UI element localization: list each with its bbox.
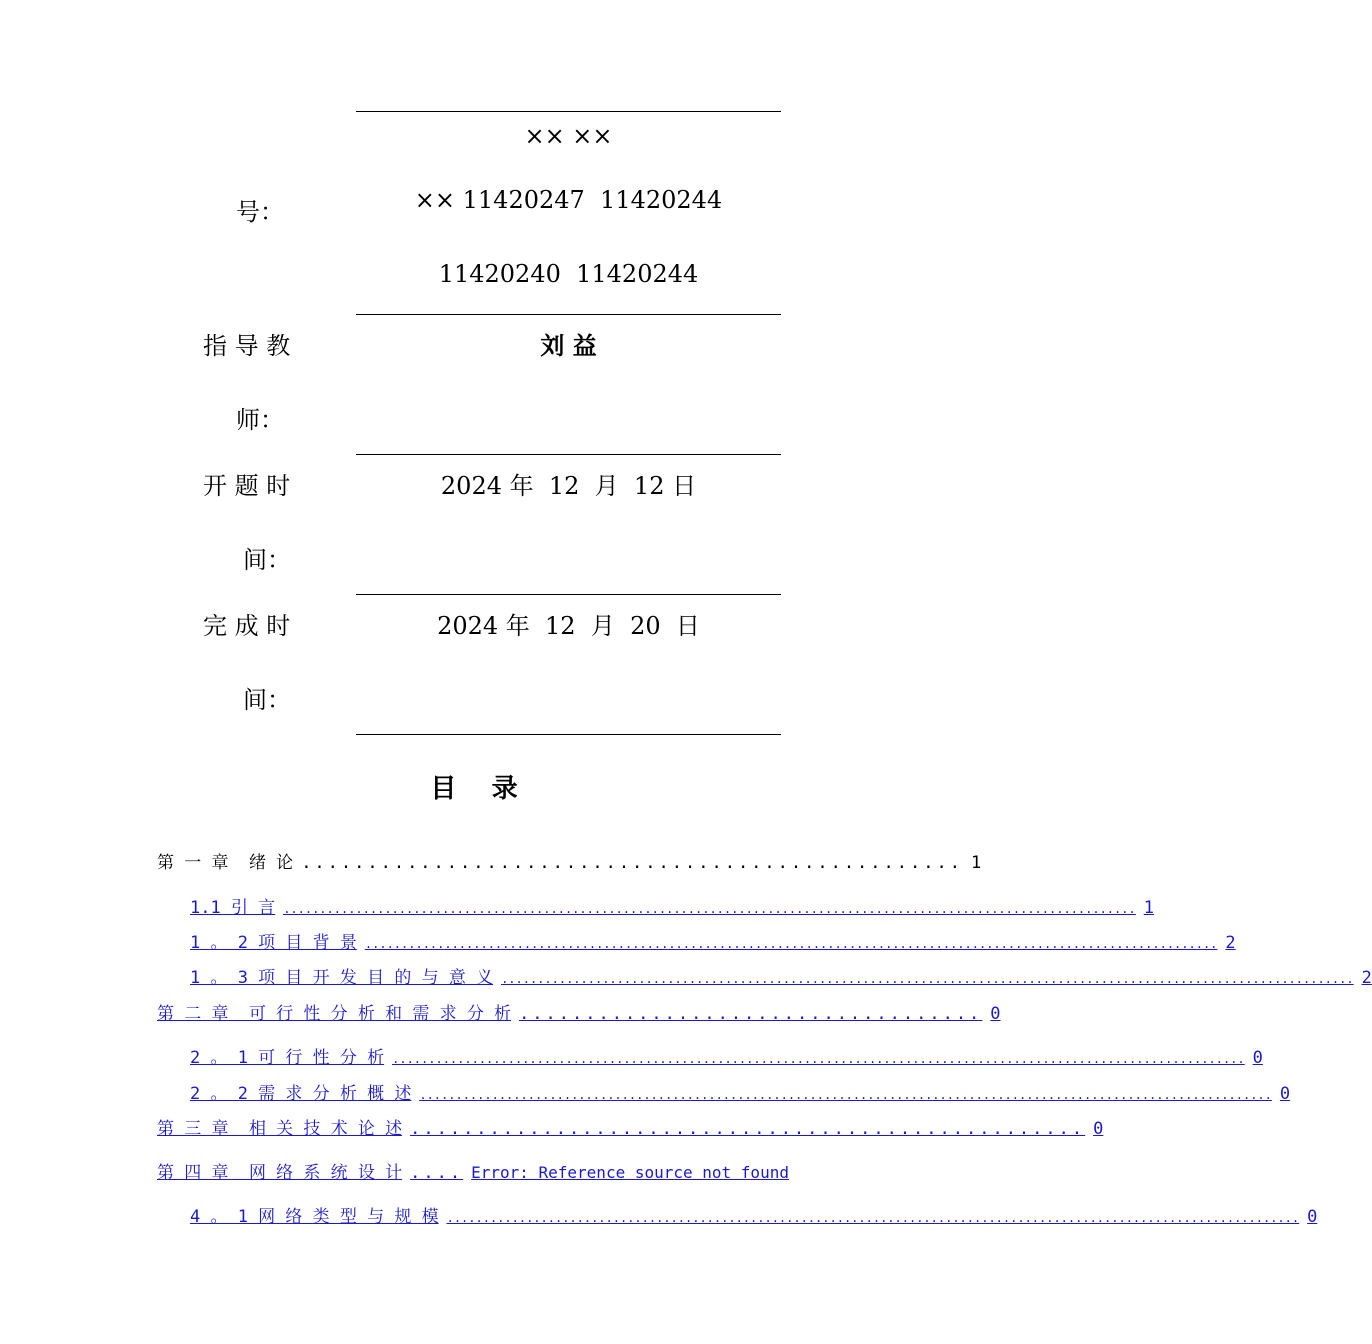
- cover-rule-advisor: [356, 314, 781, 315]
- toc-entry-leader: ...................................................: [410, 1119, 1086, 1139]
- toc-entry-error-reference: Error: Reference source not found: [471, 1163, 789, 1182]
- toc-entry-page: 2: [1225, 933, 1236, 953]
- toc-entry-page: 0: [990, 1004, 1001, 1024]
- toc-entry-page: 0: [1307, 1207, 1318, 1227]
- toc-entry-leader: ......................................................................................................................: [501, 972, 1354, 986]
- toc-entry-leader: ...................................: [519, 1004, 983, 1024]
- toc-entry-text: 第 二 章 可 行 性 分 析 和 需 求 分 析: [157, 1004, 512, 1024]
- finish-date-label-line-1: 完 成 时: [203, 612, 291, 640]
- toc-entry-1-3[interactable]: [190, 963, 1372, 988]
- student-id-label: 号：: [236, 198, 284, 226]
- start-date-label-line-1: 开 题 时: [203, 472, 291, 500]
- advisor-name: 刘 益: [540, 331, 597, 360]
- toc-entry-leader: ......................................................................................................................: [446, 1211, 1300, 1225]
- toc-entry-leader: ......................................................................................................................: [283, 902, 1136, 916]
- toc-entry-page: 2: [1361, 968, 1372, 988]
- start-date: 2024 年 12 月 12 日: [440, 472, 697, 500]
- toc-entry-page: 0: [1093, 1119, 1104, 1139]
- toc-entry-1-2[interactable]: [190, 928, 1236, 953]
- toc-entry-text: 2 。 2 需 求 分 析 概 述: [190, 1084, 412, 1104]
- start-date-label-line-2: 间：: [243, 546, 291, 574]
- cover-top-rule: [356, 111, 781, 112]
- student-names: ×× ××: [524, 122, 613, 150]
- toc-entry-page: 0: [1252, 1048, 1263, 1068]
- toc-title: 目 录: [430, 774, 520, 804]
- cover-bottom-rule: [356, 734, 781, 735]
- toc-entry-text: 1 。 3 项 目 开 发 目 的 与 意 义: [190, 968, 494, 988]
- toc-entry-2-2[interactable]: [190, 1079, 1291, 1104]
- toc-entry-leader: ..................................................: [301, 853, 963, 873]
- toc-entry-2-1[interactable]: [190, 1043, 1263, 1068]
- finish-date-label-line-2: 间：: [243, 686, 291, 714]
- toc-entry-text: 1.1 引 言: [190, 898, 276, 918]
- toc-entry-leader: ......................................................................................................................: [364, 937, 1218, 951]
- student-ids-line-1: ×× 11420247 11420244: [414, 186, 723, 214]
- advisor-label-line-1: 指 导 教: [203, 332, 291, 360]
- toc-entry-page: 1: [970, 853, 982, 873]
- toc-entry-text: 1 。 2 项 目 背 景: [190, 933, 357, 953]
- toc-entry-text: 第 一 章 绪 论: [157, 853, 294, 873]
- toc-entry-text: 第 四 章 网 络 系 统 设 计: [157, 1163, 403, 1183]
- toc-entry-page: 0: [1279, 1084, 1291, 1104]
- toc-entry-chapter-3[interactable]: [157, 1114, 1104, 1139]
- toc-entry-leader: ......................................................................................................................: [419, 1088, 1272, 1102]
- student-ids-line-2: 11420240 11420244: [438, 260, 699, 288]
- toc-entry-1-1[interactable]: [190, 893, 1154, 918]
- toc-entry-text: 4 。 1 网 络 类 型 与 规 模: [190, 1207, 439, 1227]
- finish-date: 2024 年 12 月 20 日: [437, 612, 700, 640]
- toc-entry-chapter-1[interactable]: [157, 848, 982, 873]
- toc-entry-text: 2 。 1 可 行 性 分 析: [190, 1048, 385, 1068]
- toc-entry-chapter-4[interactable]: [157, 1158, 857, 1183]
- cover-rule-start: [356, 454, 781, 455]
- toc-entry-leader: ....: [410, 1163, 464, 1183]
- advisor-label-line-2: 师：: [236, 406, 284, 434]
- toc-entry-page: 1: [1143, 898, 1154, 918]
- toc-entry-4-1[interactable]: [190, 1202, 1318, 1227]
- toc-entry-chapter-2[interactable]: [157, 999, 1001, 1024]
- toc-entry-leader: ......................................................................................................................: [392, 1052, 1245, 1066]
- cover-rule-finish: [356, 594, 781, 595]
- toc-entry-text: 第 三 章 相 关 技 术 论 述: [157, 1119, 403, 1139]
